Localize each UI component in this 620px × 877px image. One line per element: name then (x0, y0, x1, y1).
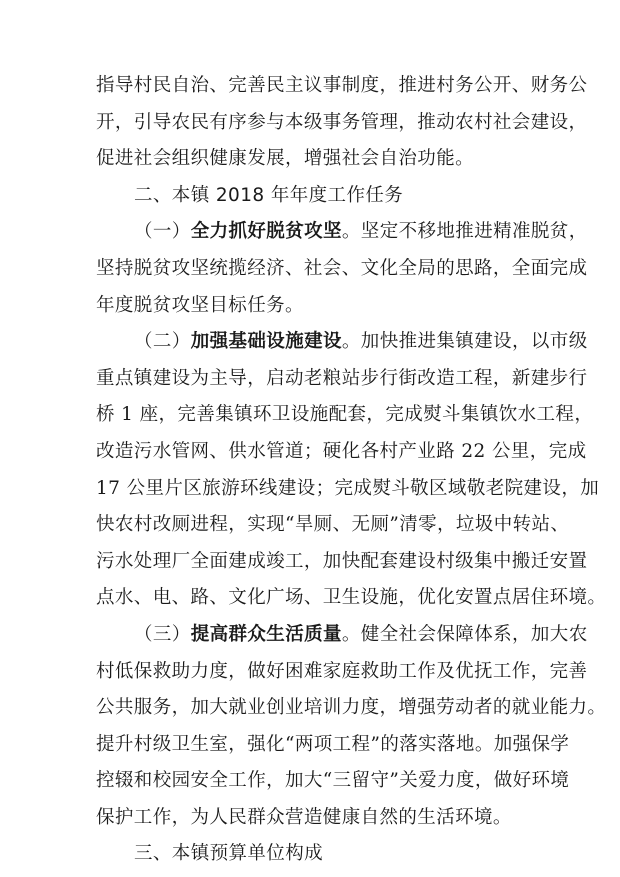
paragraph-line: 改造污水管网、供水管道；硬化各村产业路 22 公里，完成 (96, 440, 587, 462)
paragraph-line: 坚持脱贫攻坚统揽经济、社会、文化全局的思路，全面完成 (96, 257, 588, 279)
item-title: 加强基础设施建设 (190, 331, 342, 353)
item-text: 。坚定不移地推进精准脱贫， (341, 221, 588, 243)
paragraph-line: 开，引导农民有序参与本级事务管理，推动农村社会建设， (96, 111, 588, 133)
task-item-infrastructure (96, 324, 607, 617)
item-text: 。加快推进集镇建设，以市级 (341, 331, 588, 353)
item-number: （二） (134, 331, 191, 353)
item-title: 提高群众生活质量 (190, 623, 342, 645)
paragraph-line (96, 617, 588, 654)
paragraph-line: 控辍和校园安全工作，加大“三留守”关爱力度，做好环境 (96, 770, 570, 792)
paragraph-line: 促进社会组织健康发展，增强社会自治功能。 (96, 148, 475, 170)
paragraph-line: 点水、电、路、文化广场、卫生设施，优化安置点居住环境。 (96, 587, 607, 609)
paragraph-line: 指导村民自治、完善民主议事制度，推进村务公开、财务公 (96, 75, 588, 96)
paragraph-line (96, 324, 588, 361)
paragraph-line: 快农村改厕进程，实现“旱厕、无厕”清零，垃圾中转站、 (96, 514, 570, 536)
task-item-poverty-alleviation (96, 214, 588, 324)
paragraph-line: 重点镇建设为主导，启动老粮站步行街改造工程，新建步行 (96, 367, 588, 389)
section-heading-budget-units: 三、本镇预算单位构成 (134, 843, 324, 865)
paragraph-line: 提升村级卫生室，强化“两项工程”的落实落地。加强保学 (96, 733, 570, 755)
paragraph-line: 村低保救助力度，做好困难家庭救助工作及优抚工作，完善 (96, 660, 588, 682)
paragraph-line (96, 214, 588, 251)
paragraph-line: 污水处理厂全面建成竣工，加快配套建设村级集中搬迁安置 (96, 550, 588, 572)
paragraph-line: 保护工作，为人民群众营造健康自然的生活环境。 (96, 806, 512, 828)
task-item-living-quality (96, 617, 607, 837)
item-number: （三） (134, 623, 191, 645)
item-title: 全力抓好脱贫攻坚 (190, 221, 342, 243)
section-heading-2018-tasks: 二、本镇 2018 年年度工作任务 (134, 184, 404, 206)
paragraph-line: 年度脱贫攻坚目标任务。 (96, 294, 304, 316)
paragraph-line: 公共服务，加大就业创业培训力度，增强劳动者的就业能力。 (96, 697, 607, 719)
document-page (96, 68, 607, 873)
item-text: 。健全社会保障体系，加大农 (341, 623, 588, 645)
paragraph-line: 17 公里片区旅游环线建设；完成熨斗敬区域敬老院建设，加 (96, 477, 600, 499)
paragraph-line: 桥 1 座，完善集镇环卫设施配套，完成熨斗集镇饮水工程， (96, 404, 594, 426)
paragraph-village-autonomy (96, 68, 588, 178)
item-number: （一） (134, 221, 191, 243)
